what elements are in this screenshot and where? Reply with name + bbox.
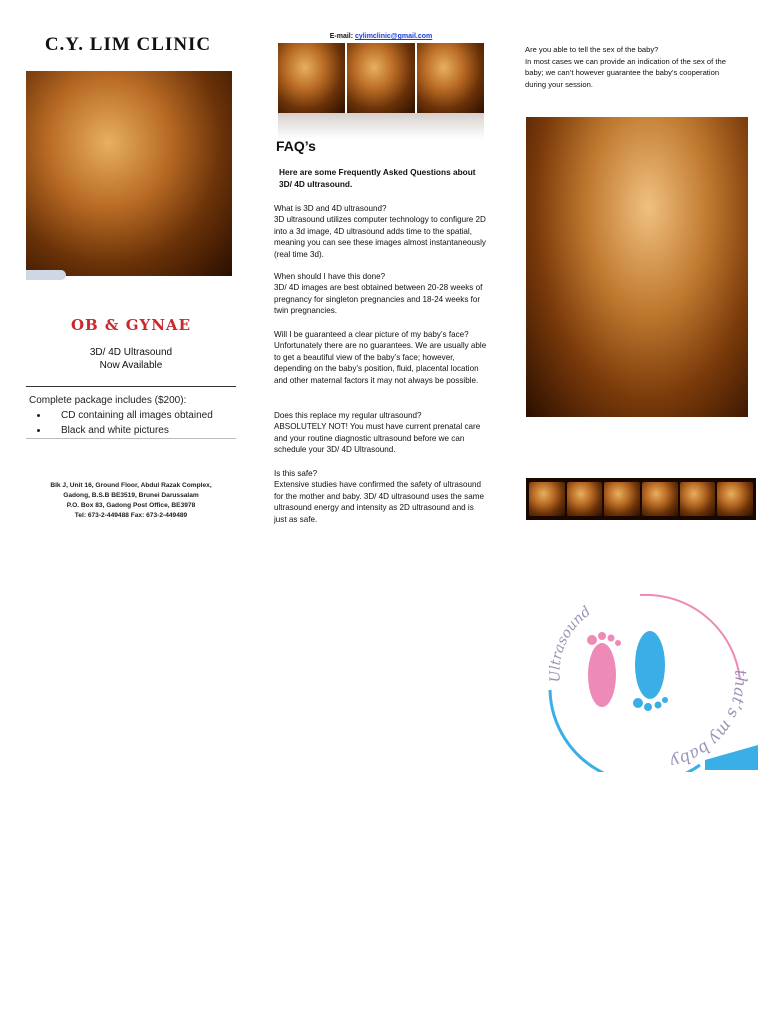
ultrasound-filmstrip xyxy=(526,478,756,520)
clinic-address xyxy=(20,481,242,521)
filmstrip-frame xyxy=(642,482,678,516)
package-heading: Complete package includes ($200): xyxy=(29,395,187,406)
image-badge xyxy=(26,270,66,280)
divider-bottom xyxy=(26,438,236,439)
collage-image xyxy=(278,43,345,113)
faq-answer: 3D/ 4D images are best obtained between 20-28 weeks of pregnancy for singleton pregnancies and 18-24 weeks for twin pregnancies. xyxy=(274,283,483,316)
faq-intro: Here are some Frequently Asked Questions about 3D/ 4D ultrasound. xyxy=(279,167,476,189)
package-item: • CD containing all images obtained xyxy=(49,408,244,423)
faq-question: Will I be guaranteed a clear picture of my baby’s face? xyxy=(274,330,469,339)
address-line: Blk J, Unit 16, Ground Floor, Abdul Razak Complex, xyxy=(50,482,212,489)
faq-question: Are you able to tell the sex of the baby? xyxy=(525,45,659,54)
logo-text-bottom: that’s my baby xyxy=(668,669,751,772)
faq-item xyxy=(274,329,488,386)
service-line-2: Now Available xyxy=(99,360,163,371)
faq-answer: Unfortunately there are no guarantees. We are usually able to get a beautiful view of the baby’s face; however, depending on the baby’s position, fluid, placental location and other maternal factors it may not always be possible. xyxy=(274,341,487,385)
faq-item xyxy=(274,271,488,317)
faq-question: Does this replace my regular ultrasound? xyxy=(274,411,422,420)
ultrasound-collage xyxy=(278,43,484,113)
collage-reflection xyxy=(278,113,484,139)
filmstrip-frame xyxy=(567,482,603,516)
logo-text-top: Ultrasound xyxy=(547,603,594,683)
filmstrip-frame xyxy=(604,482,640,516)
clinic-name: C.Y. LIM CLINIC xyxy=(44,34,212,55)
email-link[interactable]: cylimclinic@gmail.com xyxy=(355,33,433,40)
filmstrip-frame xyxy=(680,482,716,516)
faq-item xyxy=(274,410,488,456)
address-line: P.O. Box 83, Gadong Post Office, BE3978 xyxy=(66,502,196,509)
foot-pink-icon xyxy=(587,632,621,707)
filmstrip-frame xyxy=(529,482,565,516)
email-line xyxy=(278,33,484,40)
faq-question: Is this safe? xyxy=(274,469,318,478)
address-line: Tel: 673-2-449488 Fax: 673-2-449489 xyxy=(74,512,188,519)
ultrasound-image-right xyxy=(526,117,748,417)
filmstrip-frame xyxy=(717,482,753,516)
faq-item xyxy=(274,468,488,525)
service-heading xyxy=(0,346,262,372)
faq-item xyxy=(274,203,488,260)
sex-question-block xyxy=(525,44,740,90)
faq-question: What is 3D and 4D ultrasound? xyxy=(274,204,387,213)
divider-top xyxy=(26,386,236,387)
package-item: • Black and white pictures xyxy=(49,423,244,438)
faq-answer: Extensive studies have confirmed the safety of ultrasound for the mother and baby. 3D/ 4D ultrasound uses the same ultrasound energy and intensity as 2D ultrasound and is just as safe. xyxy=(274,480,484,524)
collage-image xyxy=(417,43,484,113)
package-list xyxy=(29,408,244,438)
package-section xyxy=(29,393,244,438)
address-line: Gadong, B.S.B BE3519, Brunei Darussalam xyxy=(63,492,199,499)
ultrasound-logo xyxy=(530,590,760,772)
faq-question: When should I have this done? xyxy=(274,272,386,281)
email-label: E-mail: xyxy=(329,33,354,40)
ultrasound-image-left xyxy=(26,71,232,276)
collage-image xyxy=(347,43,414,113)
faq-answer: In most cases we can provide an indication of the sex of the baby; we can’t however guarantee the baby’s cooperation during your session. xyxy=(525,56,726,89)
service-line-1: 3D/ 4D Ultrasound xyxy=(89,347,173,358)
faq-answer: 3D ultrasound utilizes computer technology to configure 2D into a 3d image, 4D ultrasound adds time to the spatial, meaning you can see these images almost instantaneously (real time 3d). xyxy=(274,215,486,259)
faq-answer: ABSOLUTELY NOT! You must have current prenatal care and your routine diagnostic ultrasound before we can schedule your 3D/ 4D Ultrasound. xyxy=(274,422,481,455)
department-title: OB & GYNAE xyxy=(70,316,192,334)
foot-blue-icon xyxy=(633,631,668,711)
faq-title: FAQ’s xyxy=(276,138,316,154)
